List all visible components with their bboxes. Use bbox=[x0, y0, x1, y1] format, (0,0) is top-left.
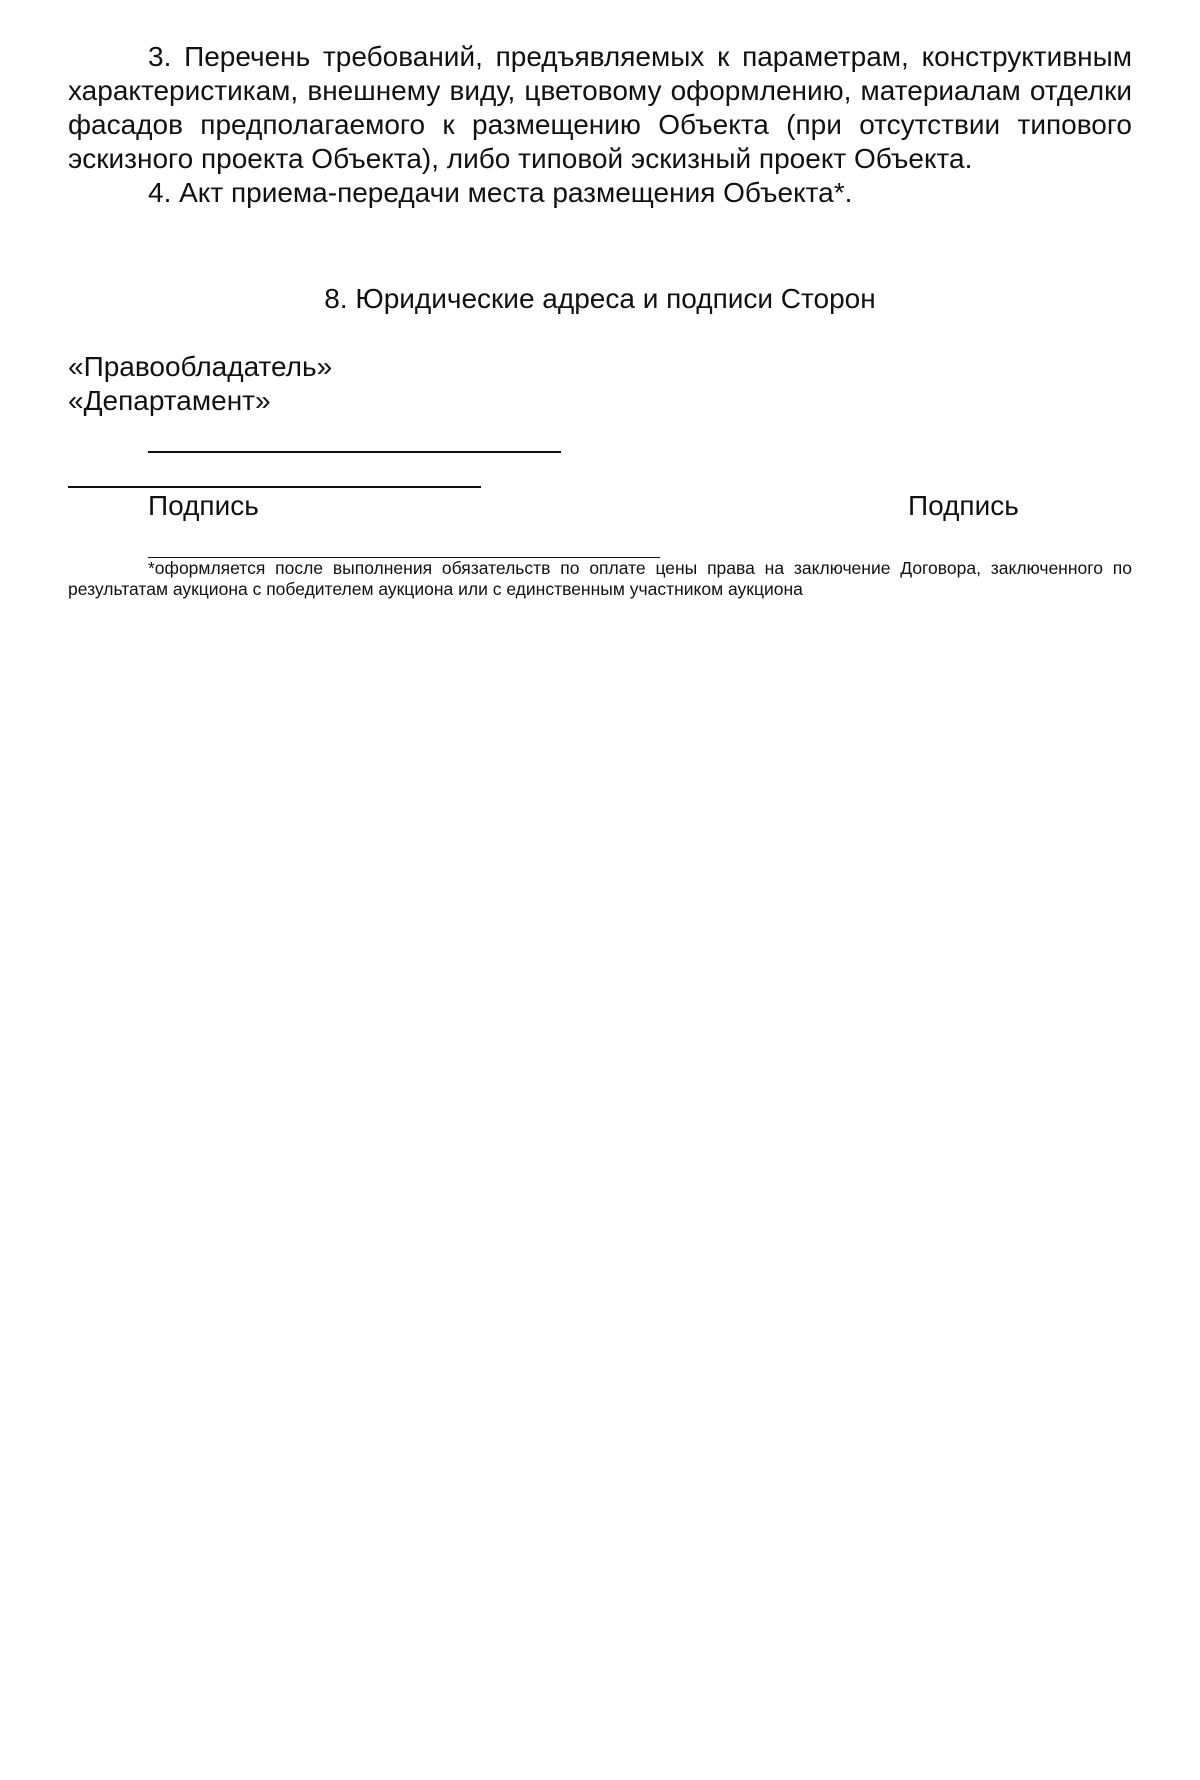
footnote: *оформляется после выполнения обязательств по оплате цены права на заключение Договора, заключенного по результатам аукциона с победителем аукциона или с единственным участником аукциона bbox=[68, 558, 1132, 599]
signature-label-left: Подпись bbox=[148, 490, 259, 521]
signature-line-lower bbox=[68, 486, 481, 488]
party-rightholder: «Правообладатель» bbox=[68, 351, 333, 382]
list-item-4: 4. Акт приема-передачи места размещения Объекта*. bbox=[148, 177, 853, 208]
document-page bbox=[68, 0, 1132, 599]
signature-label-right: Подпись bbox=[908, 490, 1019, 521]
signature-line-upper bbox=[148, 451, 561, 453]
section-title: 8. Юридические адреса и подписи Сторон bbox=[324, 283, 876, 314]
list-item-3: 3. Перечень требований, предъявляемых к параметрам, конструктивным характеристикам, внешнему виду, цветовому оформлению, материалам отделки фасадов предполагаемого к размещению Объекта (при отсутствии типового эскизного проекта Объекта), либо типовой эскизный проект Объекта. bbox=[68, 41, 1132, 174]
party-department: «Департамент» bbox=[68, 385, 271, 416]
